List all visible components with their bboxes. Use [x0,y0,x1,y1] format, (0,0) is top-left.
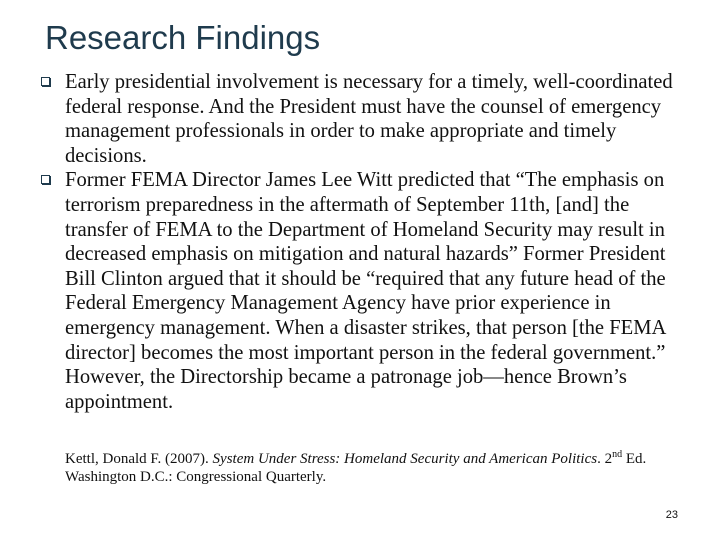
bullet-item [40,168,690,414]
page-number: 23 [665,509,678,521]
citation-edition-number: . 2 [597,451,613,467]
citation-book-title: System Under Stress: Homeland Security and American Politics [212,451,598,467]
bullet-text: Former FEMA Director James Lee Witt predicted that “The emphasis on terrorism preparedness in the aftermath of September 11th, [and] the transfer of FEMA to the Department of Homeland Security may result in decreased emphasis on mitigation and natural hazards” Former President Bill Clinton argued that it should be “required that any future head of the Federal Emergency Management Agency have prior experience in emergency management. When a disaster strikes, that person [the FEMA director] becomes the most important person in the federal government.” However, the Directorship became a patronage job—hence Brown’s appointment. [65,169,666,413]
hollow-square-bullet-icon [41,175,50,184]
hollow-square-bullet-icon [41,77,50,86]
bullet-item [40,70,690,168]
bullet-text: Early presidential involvement is necessary for a timely, well-coordinated federal response. And the President must have the counsel of emergency management professionals in order to make appropriate and timely decisions. [65,71,673,167]
citation-edition-suffix: nd [612,449,623,460]
slide-title: Research Findings [45,19,321,56]
citation-author-year: Kettl, Donald F. (2007). [65,451,209,467]
citation [65,450,695,486]
citation-publisher: Ed. Washington D.C.: Congressional Quarterly. [65,451,647,485]
bullet-list [40,70,690,414]
